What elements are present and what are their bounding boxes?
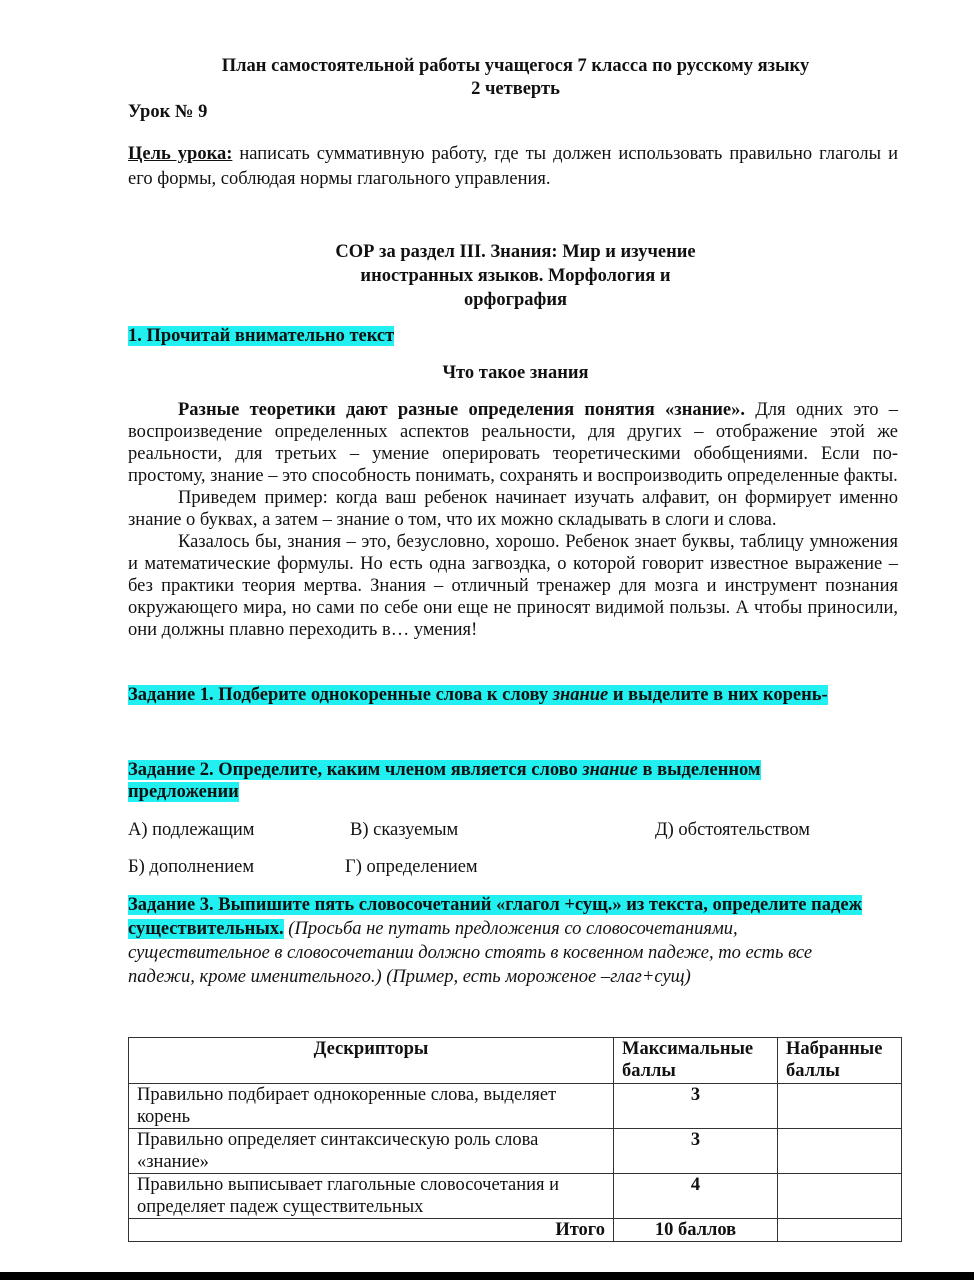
option-g: Г) определением: [345, 857, 478, 877]
sor-line-3: орфография: [464, 290, 567, 310]
option-d: Д) обстоятельством: [655, 820, 811, 840]
row-earned[interactable]: [778, 1129, 902, 1174]
paragraph-1: [128, 399, 898, 487]
task-1-text: Задание 1. Подберите однокоренные слова к слову: [128, 685, 553, 705]
goal-text: написать суммативную работу, где ты должен использовать правильно глаголы и его формы, соблюдая нормы глагольного управления.: [128, 144, 898, 189]
lesson-number: Урок № 9: [128, 102, 208, 122]
row-descriptor: Правильно подбирает однокоренные слова, выделяет корень: [129, 1084, 614, 1129]
header-max-points: Максимальные баллы: [614, 1038, 778, 1084]
option-a: А) подлежащим: [128, 820, 255, 840]
task-2: [128, 759, 828, 803]
header-earned-points: Набранные баллы: [778, 1038, 902, 1084]
task-2-text: Задание 2. Определите, каким членом является слово: [128, 760, 583, 780]
task-3-note: (Просьба не путать предложения со словосочетаниями, существительное в словосочетании должно стоять в косвенном падеже, то есть все падежи, кроме именительного.) (Пример, есть мороженое –глаг+сущ): [128, 919, 813, 987]
row-max: 3: [614, 1084, 778, 1129]
row-max: 3: [614, 1129, 778, 1174]
total-earned[interactable]: [778, 1219, 902, 1242]
table-row: [129, 1174, 902, 1219]
row-earned[interactable]: [778, 1174, 902, 1219]
row-descriptor: Правильно определяет синтаксическую роль слова «знание»: [129, 1129, 614, 1174]
section-heading: 1. Прочитай внимательно текст: [128, 326, 395, 346]
task-2-word: знание: [582, 760, 638, 780]
option-v: В) сказуемым: [350, 820, 459, 840]
goal-label: Цель урока:: [128, 144, 233, 164]
task-3: [128, 893, 873, 989]
paragraph-1-bold: Разные теоретики дают разные определения понятия «знание».: [178, 400, 746, 420]
paragraph-1-text: Для одних это – воспроизведение определенных аспектов реальности, для других – отображение этой же реальности, для третьих – умение оперировать теоретическими обобщениями. Если по-простому, знание – это способность понимать, сохранять и воспроизводить определенные факты.: [128, 400, 898, 486]
option-b: Б) дополнением: [128, 857, 255, 877]
task-1-word: знание: [552, 685, 609, 705]
total-value: 10 баллов: [614, 1219, 778, 1242]
table-header-row: [129, 1038, 902, 1084]
title-line-1: План самостоятельной работы учащегося 7 класса по русскому языку: [221, 56, 810, 76]
table-row: [129, 1084, 902, 1129]
sor-line-2: иностранных языков. Морфология и: [360, 266, 671, 286]
task-2-text-end: в выделенном предложении: [128, 760, 761, 802]
header-descriptors: Дескрипторы: [129, 1038, 614, 1084]
paragraph-2: Приведем пример: когда ваш ребенок начинает изучать алфавит, он формирует именно знание о буквах, а затем – знание о том, что их можно складывать в слоги и слова.: [128, 488, 898, 530]
row-descriptor: Правильно выписывает глагольные словосочетания и определяет падеж существительных: [129, 1174, 614, 1219]
row-earned[interactable]: [778, 1084, 902, 1129]
table-total-row: [129, 1219, 902, 1242]
text-title: Что такое знания: [442, 363, 589, 383]
descriptors-table: [128, 1037, 902, 1242]
task-3-text: Задание 3. Выпишите пять словосочетаний «глагол +сущ.» из текста, определите падеж существительных.: [128, 895, 863, 939]
table-row: [129, 1129, 902, 1174]
lesson-goal: [128, 142, 898, 192]
task-1-text-end: и выделите в них корень-: [608, 685, 828, 705]
paragraph-3: Казалось бы, знания – это, безусловно, хорошо. Ребенок знает буквы, таблицу умножения и математические формулы. Но есть одна загвоздка, о которой говорит известное выражение – без практики теория мертва. Знания – отличный тренажер для мозга и инструмент познания окружающего мира, но сами по себе они еще не приносят видимой пользы. А чтобы приносили, они должны плавно переходить в… умения!: [128, 532, 898, 640]
reading-text: [128, 399, 898, 641]
total-label: Итого: [129, 1219, 614, 1242]
bottom-bar: [0, 1272, 974, 1280]
sor-title: [128, 240, 903, 312]
document-title: [128, 55, 903, 100]
row-max: 4: [614, 1174, 778, 1219]
title-line-2: 2 четверть: [471, 79, 560, 99]
sor-line-1: СОР за раздел III. Знания: Мир и изучение: [335, 242, 696, 262]
task-1: [128, 684, 828, 706]
